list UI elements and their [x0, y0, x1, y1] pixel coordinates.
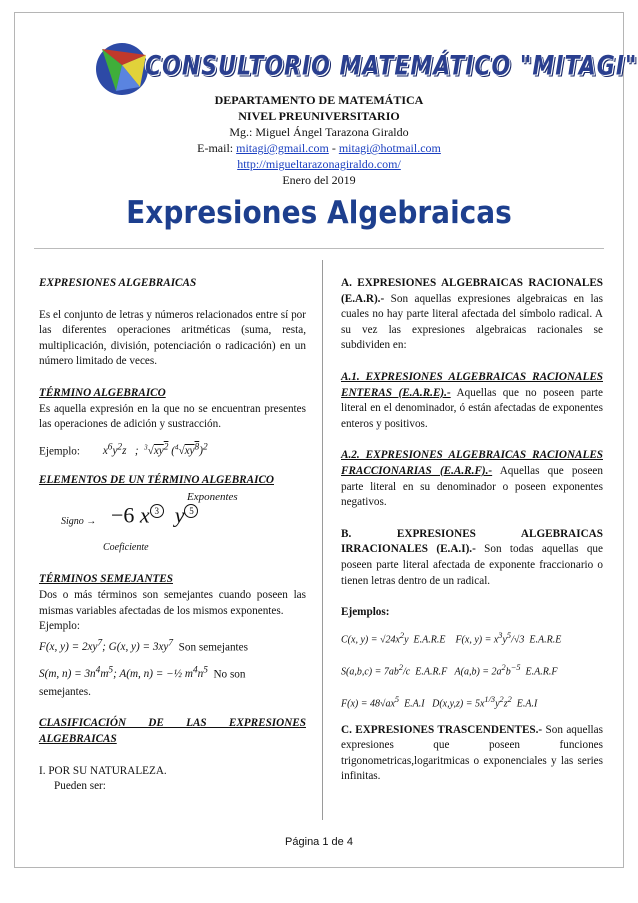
formula-no-semejantes: S(m, $n) = 3n^4m^5$; A(m, n) = −½ $m^4n^5$	[39, 665, 208, 681]
page-title: Expresiones Algebraicas	[126, 194, 512, 231]
tag-eare-2: E.A.R.E	[529, 634, 562, 646]
example-row-3: $F(x) = 48√ax^5$ E.A.I $D(x,y,z) = 5x^{1/3}y^2z^2$ E.A.I	[341, 694, 538, 710]
fraccionarias-heading: A.2. EXPRESIONES ALGEBRAICAS RACIONALES FRACCIONARIAS (E.A.R.F).-	[341, 449, 603, 477]
enteras-text: Aquellas que no poseen parte literal en el denominador, ó están afectadas de exponentes enteros y positivos.	[341, 386, 603, 430]
tag-earf-2: E.A.R.F	[525, 666, 558, 678]
email-line	[0, 140, 638, 156]
section-heading-expresiones: EXPRESIONES ALGEBRAICAS	[39, 277, 197, 289]
example-row-1: C(x, $y) = √24x^2y$ E.A.R.E F(x, $y) = x^3y^5/√3$ E.A.R.E	[341, 630, 562, 646]
racionales-heading: A. EXPRESIONES ALGEBRAICAS RACIONALES (E.A.R).-	[341, 277, 603, 305]
left-column	[39, 276, 306, 795]
email-separator: -	[328, 141, 339, 155]
tag-eai-2: E.A.I	[516, 698, 538, 710]
definition-paragraph: Es el conjunto de letras y números relacionados entre sí por las diferentes operaciones aritméticas (suma, resta, multiplicación, división, potenciación o radicación) en un número limitado de veces.	[39, 308, 306, 368]
semejantes-example-1	[39, 637, 306, 657]
level-heading: NIVEL PREUNIVERSITARIO	[238, 109, 400, 123]
department-heading: DEPARTAMENTO DE MATEMÁTICA	[214, 93, 424, 107]
column-divider	[322, 260, 323, 820]
example-formula: $x^6y^2z$ ; $^3√xy^2$ $(^4√xy^8)^2$	[102, 442, 208, 458]
email-link-2[interactable]: mitagi@hotmail.com	[338, 141, 441, 155]
trascendentes-paragraph	[341, 723, 603, 785]
tag-earf-1: E.A.R.F	[415, 666, 448, 678]
naturaleza-heading: I. POR SU NATURALEZA.	[39, 764, 167, 777]
enteras-heading: A.1. EXPRESIONES ALGEBRAICAS RACIONALES ENTERAS (E.A.R.E).-	[341, 370, 603, 399]
page-footer: Página 1 de 4	[285, 836, 353, 848]
example-label: Ejemplo:	[39, 445, 81, 458]
coeficiente-label: Coeficiente	[103, 542, 149, 554]
semejantes-word: semejantes.	[39, 685, 91, 698]
semejantes-text: Son semejantes	[178, 641, 248, 654]
irracionales-paragraph	[341, 527, 603, 589]
semejantes-example-2	[39, 657, 306, 685]
fraccionarias-text: Aquellas que poseen parte literal en su denominador o poseen exponentes negativos.	[341, 464, 603, 509]
term-elements-diagram	[39, 488, 306, 562]
section-heading-elementos: ELEMENTOS DE UN TÉRMINO ALGEBRAICO	[39, 473, 274, 486]
racionales-paragraph	[341, 276, 603, 354]
irracionales-text: Son todas aquellas que poseen parte literal afectada de exponente fraccionario o tienen letras dentro de un radical.	[341, 543, 603, 587]
divider	[34, 248, 604, 249]
semejantes-paragraph: Dos o más términos son semejantes cuando poseen las mismas variables afectadas de los mismos exponentes.	[39, 588, 306, 617]
author-line: Mg.: Miguel Ángel Tarazona Giraldo	[229, 125, 409, 139]
tag-eai-1: E.A.I	[404, 698, 425, 710]
email-label: E-mail:	[197, 141, 234, 155]
termino-paragraph: Es aquella expresión en la que no se encuentran presentes las operaciones de adición y sustracción.	[39, 402, 306, 431]
fraccionarias-paragraph	[341, 448, 603, 510]
section-heading-termino: TÉRMINO ALGEBRAICO	[39, 386, 166, 399]
exponentes-label: Exponentes	[187, 491, 238, 504]
date-line: Enero del 2019	[282, 173, 356, 187]
logo-text: CONSULTORIO MATEMÁTICO "MITAGI"	[145, 51, 638, 82]
email-link-1[interactable]: mitagi@gmail.com	[236, 141, 329, 155]
racionales-text: Son aquellas expresiones algebraicas en las cuales no hay parte literal afectada del símbolo radical. A su vez las expresiones algebraicas racionales se subdividen en:	[341, 292, 603, 352]
no-son-text: No son	[213, 668, 246, 681]
term-formula: −6 x 3 y 5	[111, 504, 198, 523]
examples-block	[341, 621, 603, 715]
enteras-paragraph	[341, 370, 603, 432]
pueden-ser-text: Pueden ser:	[54, 780, 106, 793]
example-row-2: $S(a,b,c) = 7ab^2/c$ E.A.R.F $A(a,b) = 2a^2b^{-5}$ E.A.R.F	[341, 662, 558, 678]
formula-semejantes: F(x, $y) = 2xy^7$; G(x, $y) = 3xy^7$	[39, 638, 174, 654]
trascendentes-heading: C. EXPRESIONES TRASCENDENTES.-	[341, 723, 543, 736]
tag-eare-1: E.A.R.E	[413, 634, 446, 646]
right-column	[341, 276, 603, 785]
termino-example	[39, 441, 306, 463]
url-line	[0, 156, 638, 172]
section-heading-clasificacion: CLASIFICACIÓN DE LAS EXPRESIONES ALGEBRAICAS	[39, 717, 306, 745]
website-link[interactable]: http://migueltarazonagiraldo.com/	[237, 157, 401, 171]
trascendentes-text: Son aquellas expresiones que poseen funciones trigonometricas,logaritmicas o exponenciales y las series infinitas.	[341, 723, 603, 783]
semejantes-example-label: Ejemplo:	[39, 620, 81, 633]
section-heading-semejantes: TÉRMINOS SEMEJANTES	[39, 573, 173, 586]
irracionales-heading: B. EXPRESIONES ALGEBRAICAS IRRACIONALES (E.A.I).-	[341, 527, 603, 556]
ejemplos-heading: Ejemplos:	[341, 606, 390, 619]
signo-label: Signo →	[61, 516, 97, 528]
